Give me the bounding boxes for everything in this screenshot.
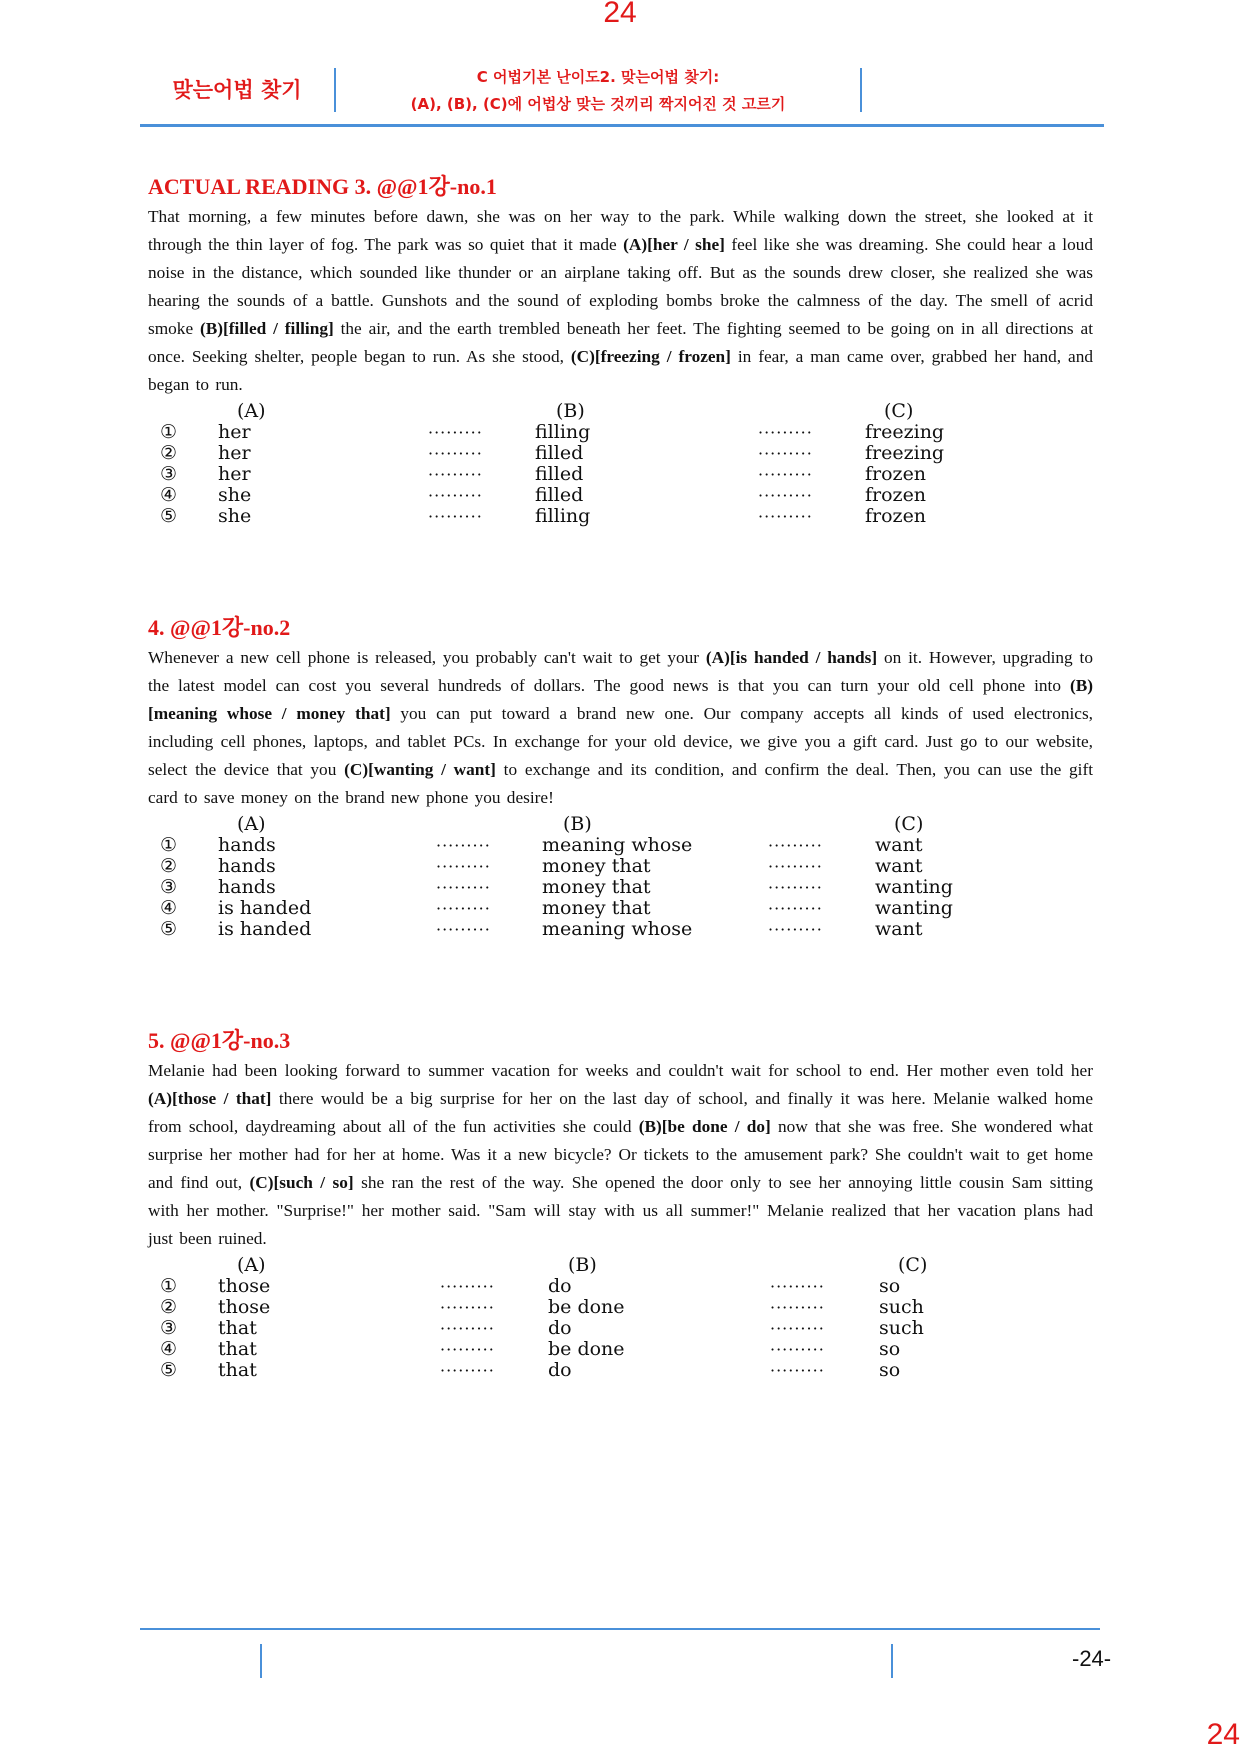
passage-text: now that she was free. She wondered what surprise her mother had for her at home. Was it a new bicycle? Or tickets to the amusement park? She couldn't wait to get home and find out, (148, 1117, 1093, 1192)
dots: ········· (436, 878, 491, 897)
dots: ········· (768, 857, 823, 876)
choice-a: hands (218, 855, 276, 877)
blank-a: (A)[those / that] (148, 1089, 272, 1108)
choice-number: ① (160, 1275, 178, 1297)
choice-number: ① (160, 834, 178, 856)
col-label-a: (A) (237, 813, 266, 835)
choice-c: such (879, 1317, 924, 1339)
top-page-number: 24 (603, 0, 637, 29)
choice-row[interactable] (148, 898, 1093, 919)
choice-number: ④ (160, 484, 178, 506)
question-section-1 (148, 171, 1093, 527)
choice-a: her (218, 421, 251, 443)
choice-b: do (548, 1275, 572, 1297)
answer-choices (148, 1255, 1093, 1381)
footer-page-number: -24- (1072, 1646, 1112, 1671)
choice-c: freezing (865, 442, 945, 464)
passage-text: the air, and the earth trembled beneath her feet. The fighting seemed to be going on in all directions at once. Seeking shelter, people began to run. As she stood, (148, 319, 1093, 366)
choice-c: frozen (865, 484, 927, 506)
choice-row[interactable] (148, 856, 1093, 877)
blank-a: (A)[her / she] (623, 235, 725, 254)
answer-choices (148, 401, 1093, 527)
blank-c: (C)[freezing / frozen] (570, 347, 731, 366)
dots: ········· (440, 1277, 495, 1296)
dots: ········· (770, 1340, 825, 1359)
blank-b: (B)[be done / do] (638, 1117, 771, 1136)
choice-row[interactable] (148, 422, 1093, 443)
dots: ········· (436, 899, 491, 918)
choice-b: filled (535, 484, 584, 506)
choice-number: ① (160, 421, 178, 443)
dots: ········· (440, 1298, 495, 1317)
choice-number: ⑤ (160, 505, 178, 527)
choice-a: that (218, 1338, 257, 1360)
choice-b: be done (548, 1338, 625, 1360)
dots: ········· (436, 857, 491, 876)
dots: ········· (440, 1340, 495, 1359)
choice-b: money that (542, 897, 651, 919)
choice-b: do (548, 1317, 572, 1339)
choice-row[interactable] (148, 464, 1093, 485)
passage-text: there would be a big surprise for her on the last day of school, and finally it was here. Melanie walked home from school, daydreaming about all of the fun activities she could (148, 1089, 1093, 1136)
choice-c: so (879, 1359, 901, 1381)
col-label-a: (A) (237, 1254, 266, 1276)
choice-number: ③ (160, 463, 178, 485)
choice-a: hands (218, 876, 276, 898)
choice-b: filled (535, 463, 584, 485)
choice-a: hands (218, 834, 276, 856)
dots: ········· (758, 507, 813, 526)
choice-a: she (218, 505, 252, 527)
passage-text: you can put toward a brand new one. Our company accepts all kinds of used electronics, including cell phones, laptops, and tablet PCs. In exchange for your old device, we give you a gift card. Just go to our website, select the device that you (148, 704, 1093, 779)
choice-b: money that (542, 855, 651, 877)
choice-row[interactable] (148, 1276, 1093, 1297)
dots: ········· (440, 1319, 495, 1338)
question-passage (148, 644, 1093, 812)
passage-text: feel like she was dreaming. She could hear a loud noise in the distance, which sounded like thunder or an airplane taking off. But as the sounds drew closer, she realized she was hearing the sounds of a battle. Gunshots and the sound of exploding bombs broke the calmness of the day. The smell of acrid smoke (148, 235, 1093, 338)
choice-number: ③ (160, 876, 178, 898)
question-title: ACTUAL READING 3. @@1강-no.1 (148, 174, 497, 199)
passage-text: in fear, a man came over, grabbed her hand, and began to run. (148, 347, 1094, 394)
choice-c: frozen (865, 505, 927, 527)
choice-header (148, 401, 1093, 422)
choice-c: frozen (865, 463, 927, 485)
dots: ········· (768, 899, 823, 918)
choice-row[interactable] (148, 506, 1093, 527)
dots: ········· (770, 1277, 825, 1296)
choice-number: ⑤ (160, 918, 178, 940)
dots: ········· (758, 423, 813, 442)
dots: ········· (428, 486, 483, 505)
choice-a: her (218, 463, 251, 485)
choice-row[interactable] (148, 877, 1093, 898)
footer-divider-left (260, 1644, 262, 1678)
choice-b: do (548, 1359, 572, 1381)
choice-header (148, 1255, 1093, 1276)
header-description-line2: (A), (B), (C)에 어법상 맞는 것끼리 짝지어진 것 고르기 (410, 95, 786, 113)
choice-c: wanting (875, 897, 953, 919)
choice-number: ③ (160, 1317, 178, 1339)
choice-b: meaning whose (542, 834, 693, 856)
blank-b: (B)[meaning whose / money that] (148, 676, 1093, 723)
choice-c: wanting (875, 876, 953, 898)
dots: ········· (428, 444, 483, 463)
choice-c: freezing (865, 421, 945, 443)
bottom-page-number: 24 (1206, 1718, 1240, 1751)
header-description (336, 66, 860, 116)
passage-text: to exchange and its condition, and confirm the deal. Then, you can use the gift card to save money on the brand new phone you desire! (148, 760, 1094, 807)
choice-row[interactable] (148, 1360, 1093, 1381)
choice-number: ④ (160, 1338, 178, 1360)
choice-row[interactable] (148, 919, 1093, 940)
choice-b: filling (535, 505, 591, 527)
choice-row[interactable] (148, 443, 1093, 464)
passage-text: That morning, a few minutes before dawn, she was on her way to the park. While walking down the street, she looked at it through the thin layer of fog. The park was so quiet that it made (148, 207, 1093, 254)
blank-c: (C)[wanting / want] (344, 760, 496, 779)
col-label-b: (B) (563, 813, 592, 835)
choice-c: such (879, 1296, 924, 1318)
col-label-c: (C) (898, 1254, 928, 1276)
choice-c: want (875, 855, 923, 877)
dots: ········· (428, 465, 483, 484)
dots: ········· (428, 507, 483, 526)
choice-a: she (218, 484, 252, 506)
question-section-3 (148, 1025, 1093, 1381)
dots: ········· (436, 920, 491, 939)
footer-rule (140, 1628, 1100, 1630)
header-description-line1: C 어법기본 난이도2. 맞는어법 찾기: (476, 68, 720, 86)
header-divider-right (860, 68, 862, 112)
dots: ········· (768, 878, 823, 897)
choice-a: is handed (218, 897, 312, 919)
passage-text: Whenever a new cell phone is released, you probably can't wait to get your (148, 648, 706, 667)
choice-a: is handed (218, 918, 312, 940)
choice-c: want (875, 834, 923, 856)
choice-number: ② (160, 855, 178, 877)
header-category: 맞는어법 찾기 (172, 78, 302, 102)
blank-b: (B)[filled / filling] (200, 319, 334, 338)
passage-text: on it. However, upgrading to the latest model can cost you several hundreds of dollars. The good news is that you can turn your old cell phone into (148, 648, 1093, 695)
choice-c: so (879, 1275, 901, 1297)
choice-number: ② (160, 1296, 178, 1318)
col-label-b: (B) (568, 1254, 597, 1276)
blank-c: (C)[such / so] (249, 1173, 354, 1192)
choice-b: filling (535, 421, 591, 443)
page-header (140, 66, 1104, 127)
question-passage (148, 1057, 1093, 1253)
choice-row[interactable] (148, 1339, 1093, 1360)
question-section-2 (148, 612, 1093, 940)
dots: ········· (758, 486, 813, 505)
choice-row[interactable] (148, 1297, 1093, 1318)
question-title: 4. @@1강-no.2 (148, 615, 291, 640)
choice-b: be done (548, 1296, 625, 1318)
footer-divider-right (891, 1644, 893, 1678)
col-label-c: (C) (894, 813, 924, 835)
dots: ········· (770, 1298, 825, 1317)
blank-a: (A)[is handed / hands] (705, 648, 878, 667)
choice-b: filled (535, 442, 584, 464)
dots: ········· (768, 836, 823, 855)
choice-a: that (218, 1359, 257, 1381)
col-label-b: (B) (556, 400, 585, 422)
choice-a: those (218, 1275, 271, 1297)
choice-row[interactable] (148, 485, 1093, 506)
choice-row[interactable] (148, 835, 1093, 856)
dots: ········· (440, 1361, 495, 1380)
choice-c: so (879, 1338, 901, 1360)
choice-a: those (218, 1296, 271, 1318)
choice-row[interactable] (148, 1318, 1093, 1339)
dots: ········· (758, 444, 813, 463)
dots: ········· (770, 1361, 825, 1380)
choice-number: ⑤ (160, 1359, 178, 1381)
passage-text: Melanie had been looking forward to summer vacation for weeks and couldn't wait for school to end. Her mother even told her (148, 1061, 1093, 1080)
col-label-c: (C) (884, 400, 914, 422)
question-title: 5. @@1강-no.3 (148, 1028, 291, 1053)
passage-text: she ran the rest of the way. She opened the door only to see her annoying little cousin Sam sitting with her mother. "Surprise!" her mother said. "Sam will stay with us all summer!" Melanie realized that her vacation plans had just been ruined. (148, 1173, 1093, 1248)
dots: ········· (758, 465, 813, 484)
choice-number: ④ (160, 897, 178, 919)
choice-c: want (875, 918, 923, 940)
choice-header (148, 814, 1093, 835)
choice-b: money that (542, 876, 651, 898)
dots: ········· (770, 1319, 825, 1338)
question-passage (148, 203, 1093, 399)
choice-a: that (218, 1317, 257, 1339)
choice-number: ② (160, 442, 178, 464)
col-label-a: (A) (237, 400, 266, 422)
choice-b: meaning whose (542, 918, 693, 940)
answer-choices (148, 814, 1093, 940)
dots: ········· (436, 836, 491, 855)
dots: ········· (428, 423, 483, 442)
dots: ········· (768, 920, 823, 939)
choice-a: her (218, 442, 251, 464)
